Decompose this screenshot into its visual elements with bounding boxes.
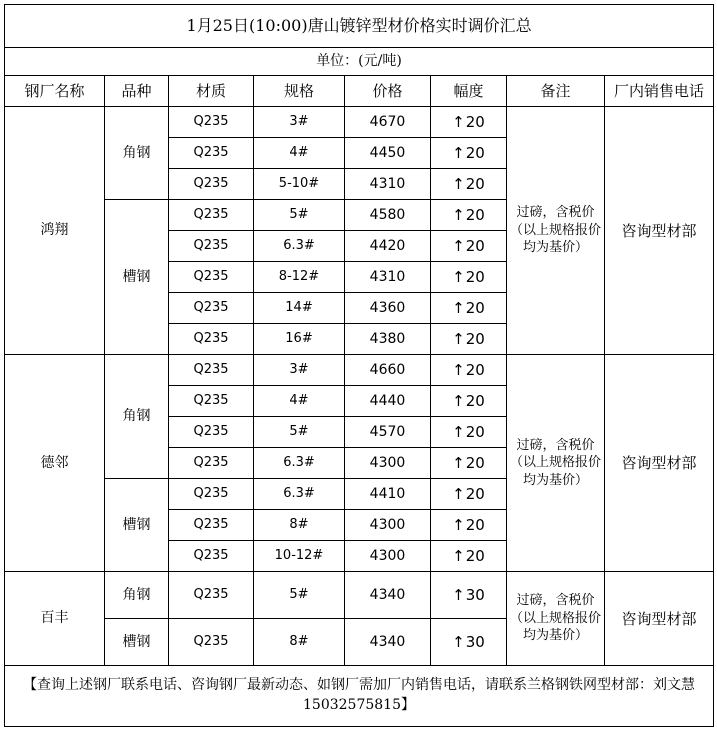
price-cell: 4310 bbox=[345, 169, 431, 200]
material-cell: Q235 bbox=[169, 541, 254, 572]
change-cell bbox=[431, 231, 507, 262]
mill-name: 百丰 bbox=[5, 572, 105, 666]
change-cell bbox=[431, 200, 507, 231]
price-cell: 4670 bbox=[345, 107, 431, 138]
spec-cell: 6.3# bbox=[254, 479, 345, 510]
material-cell: Q235 bbox=[169, 324, 254, 355]
note-cell: 过磅，含税价（以上规格报价均为基价） bbox=[507, 107, 605, 355]
arrow-up-icon: ↑ bbox=[452, 516, 465, 534]
change-value: 20 bbox=[465, 268, 485, 286]
change-cell bbox=[431, 479, 507, 510]
change-cell bbox=[431, 386, 507, 417]
header-variety: 品种 bbox=[105, 76, 169, 107]
price-cell: 4310 bbox=[345, 262, 431, 293]
spec-cell: 5# bbox=[254, 200, 345, 231]
arrow-up-icon: ↑ bbox=[452, 423, 465, 441]
price-cell: 4570 bbox=[345, 417, 431, 448]
arrow-up-icon: ↑ bbox=[452, 547, 465, 565]
arrow-up-icon: ↑ bbox=[452, 392, 465, 410]
price-cell: 4340 bbox=[345, 572, 431, 619]
spec-cell: 8# bbox=[254, 619, 345, 666]
material-cell: Q235 bbox=[169, 355, 254, 386]
change-cell bbox=[431, 572, 507, 619]
spec-cell: 5-10# bbox=[254, 169, 345, 200]
header-note: 备注 bbox=[507, 76, 605, 107]
material-cell: Q235 bbox=[169, 169, 254, 200]
arrow-up-icon: ↑ bbox=[452, 454, 465, 472]
change-value: 20 bbox=[465, 330, 485, 348]
change-value: 20 bbox=[465, 547, 485, 565]
spec-cell: 5# bbox=[254, 572, 345, 619]
table-row bbox=[5, 107, 714, 138]
change-cell bbox=[431, 169, 507, 200]
header-material: 材质 bbox=[169, 76, 254, 107]
contact-cell: 咨询型材部 bbox=[605, 572, 714, 666]
change-value: 20 bbox=[465, 144, 485, 162]
change-cell bbox=[431, 293, 507, 324]
table-row bbox=[5, 572, 714, 619]
spec-cell: 6.3# bbox=[254, 231, 345, 262]
change-value: 20 bbox=[465, 299, 485, 317]
table-row bbox=[5, 355, 714, 386]
header-spec: 规格 bbox=[254, 76, 345, 107]
arrow-up-icon: ↑ bbox=[452, 268, 465, 286]
price-cell: 4300 bbox=[345, 448, 431, 479]
change-value: 30 bbox=[465, 633, 485, 651]
change-cell bbox=[431, 417, 507, 448]
change-value: 20 bbox=[465, 361, 485, 379]
change-value: 20 bbox=[465, 516, 485, 534]
material-cell: Q235 bbox=[169, 107, 254, 138]
arrow-up-icon: ↑ bbox=[452, 206, 465, 224]
price-cell: 4300 bbox=[345, 541, 431, 572]
material-cell: Q235 bbox=[169, 510, 254, 541]
change-cell bbox=[431, 138, 507, 169]
change-value: 20 bbox=[465, 175, 485, 193]
header-price: 价格 bbox=[345, 76, 431, 107]
change-value: 20 bbox=[465, 485, 485, 503]
change-cell bbox=[431, 619, 507, 666]
material-cell: Q235 bbox=[169, 231, 254, 262]
change-value: 20 bbox=[465, 423, 485, 441]
arrow-up-icon: ↑ bbox=[452, 237, 465, 255]
price-cell: 4660 bbox=[345, 355, 431, 386]
mill-name: 鸿翔 bbox=[5, 107, 105, 355]
spec-cell: 4# bbox=[254, 138, 345, 169]
mill-name: 德邻 bbox=[5, 355, 105, 572]
price-cell: 4380 bbox=[345, 324, 431, 355]
price-cell: 4580 bbox=[345, 200, 431, 231]
contact-cell: 咨询型材部 bbox=[605, 107, 714, 355]
change-cell bbox=[431, 510, 507, 541]
variety-cell: 槽钢 bbox=[105, 200, 169, 355]
footer-row bbox=[5, 666, 714, 727]
material-cell: Q235 bbox=[169, 200, 254, 231]
variety-cell: 角钢 bbox=[105, 355, 169, 479]
price-cell: 4340 bbox=[345, 619, 431, 666]
price-cell: 4410 bbox=[345, 479, 431, 510]
header-contact: 厂内销售电话 bbox=[605, 76, 714, 107]
header-change: 幅度 bbox=[431, 76, 507, 107]
material-cell: Q235 bbox=[169, 619, 254, 666]
change-cell bbox=[431, 324, 507, 355]
contact-cell: 咨询型材部 bbox=[605, 355, 714, 572]
change-value: 20 bbox=[465, 206, 485, 224]
spec-cell: 8-12# bbox=[254, 262, 345, 293]
material-cell: Q235 bbox=[169, 138, 254, 169]
spec-cell: 4# bbox=[254, 386, 345, 417]
price-cell: 4420 bbox=[345, 231, 431, 262]
material-cell: Q235 bbox=[169, 417, 254, 448]
material-cell: Q235 bbox=[169, 479, 254, 510]
spec-cell: 8# bbox=[254, 510, 345, 541]
arrow-up-icon: ↑ bbox=[452, 144, 465, 162]
spec-cell: 16# bbox=[254, 324, 345, 355]
spec-cell: 10-12# bbox=[254, 541, 345, 572]
material-cell: Q235 bbox=[169, 386, 254, 417]
price-cell: 4450 bbox=[345, 138, 431, 169]
change-cell bbox=[431, 355, 507, 386]
arrow-up-icon: ↑ bbox=[452, 113, 465, 131]
change-cell bbox=[431, 448, 507, 479]
arrow-up-icon: ↑ bbox=[452, 330, 465, 348]
spec-cell: 6.3# bbox=[254, 448, 345, 479]
material-cell: Q235 bbox=[169, 572, 254, 619]
change-value: 30 bbox=[465, 586, 485, 604]
note-cell: 过磅，含税价（以上规格报价均为基价） bbox=[507, 355, 605, 572]
arrow-up-icon: ↑ bbox=[452, 633, 465, 651]
arrow-up-icon: ↑ bbox=[452, 175, 465, 193]
variety-cell: 槽钢 bbox=[105, 619, 169, 666]
unit-label: 单位：(元/吨) bbox=[5, 48, 714, 76]
header-mill: 钢厂名称 bbox=[5, 76, 105, 107]
spec-cell: 14# bbox=[254, 293, 345, 324]
arrow-up-icon: ↑ bbox=[452, 485, 465, 503]
variety-cell: 槽钢 bbox=[105, 479, 169, 572]
spec-cell: 3# bbox=[254, 107, 345, 138]
arrow-up-icon: ↑ bbox=[452, 299, 465, 317]
variety-cell: 角钢 bbox=[105, 572, 169, 619]
price-cell: 4300 bbox=[345, 510, 431, 541]
change-value: 20 bbox=[465, 454, 485, 472]
change-cell bbox=[431, 262, 507, 293]
material-cell: Q235 bbox=[169, 448, 254, 479]
footer-contact-note: 【查询上述钢厂联系电话、咨询钢厂最新动态、如钢厂需加厂内销售电话，请联系兰格钢铁网型材部：刘文慧15032575815】 bbox=[5, 666, 714, 727]
change-value: 20 bbox=[465, 392, 485, 410]
page-title: 1月25日(10:00)唐山镀锌型材价格实时调价汇总 bbox=[5, 5, 714, 48]
material-cell: Q235 bbox=[169, 293, 254, 324]
price-cell: 4360 bbox=[345, 293, 431, 324]
change-cell bbox=[431, 541, 507, 572]
arrow-up-icon: ↑ bbox=[452, 586, 465, 604]
price-table bbox=[4, 4, 714, 727]
change-cell bbox=[431, 107, 507, 138]
change-value: 20 bbox=[465, 113, 485, 131]
arrow-up-icon: ↑ bbox=[452, 361, 465, 379]
price-cell: 4440 bbox=[345, 386, 431, 417]
header-row bbox=[5, 76, 714, 107]
material-cell: Q235 bbox=[169, 262, 254, 293]
spec-cell: 3# bbox=[254, 355, 345, 386]
change-value: 20 bbox=[465, 237, 485, 255]
spec-cell: 5# bbox=[254, 417, 345, 448]
variety-cell: 角钢 bbox=[105, 107, 169, 200]
note-cell: 过磅，含税价（以上规格报价均为基价） bbox=[507, 572, 605, 666]
